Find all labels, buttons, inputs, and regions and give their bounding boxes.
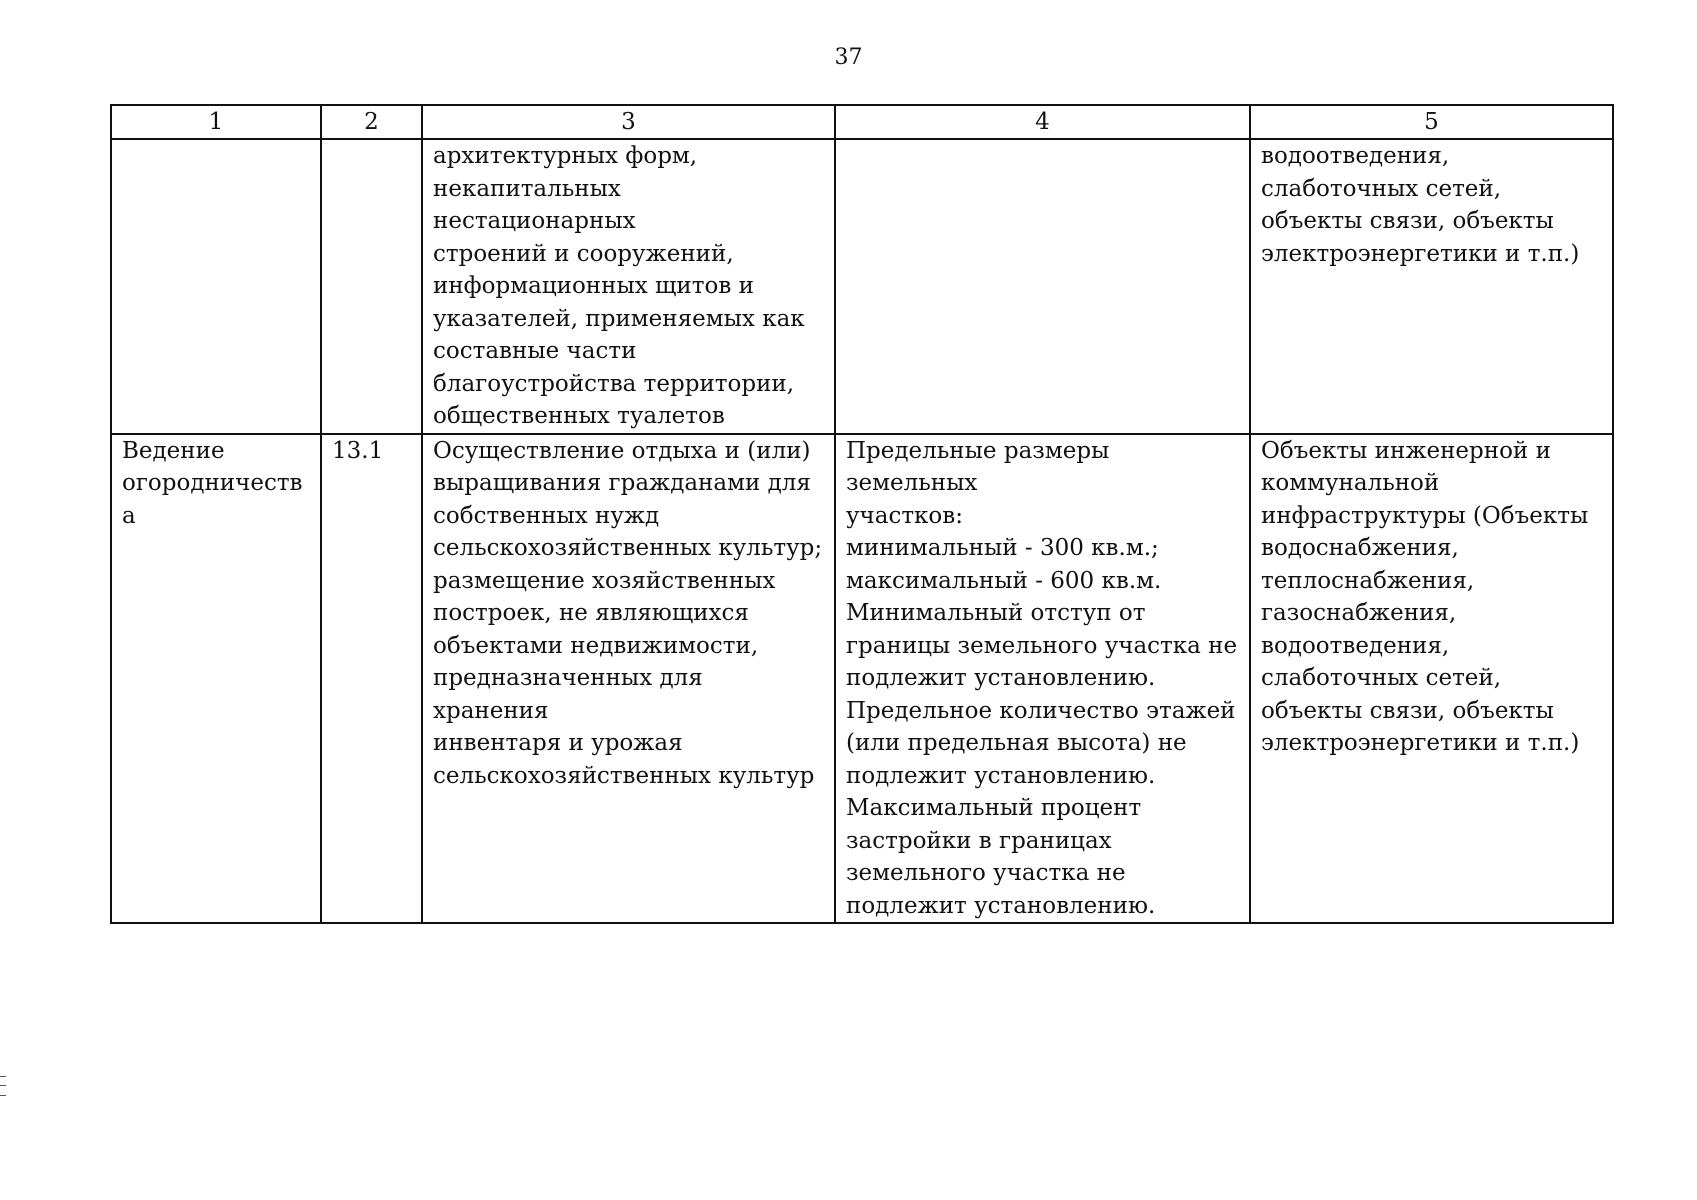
- header-col-5: 5: [1250, 105, 1613, 139]
- margin-mark: [0, 1076, 6, 1096]
- header-col-4: 4: [835, 105, 1250, 139]
- cell-code: [321, 139, 422, 434]
- table-header-row: [111, 105, 1613, 139]
- regulations-table: [110, 104, 1614, 924]
- header-col-3: 3: [422, 105, 835, 139]
- table-row: [111, 434, 1613, 924]
- cell-use-type: [111, 139, 321, 434]
- cell-infrastructure: Объекты инженерной и коммунальной инфраструктуры (Объекты водоснабжения, теплоснабжения, газоснабжения, водоотведения, слаботочных сетей, объекты связи, объекты электроэнергетики и т.п.): [1250, 434, 1613, 924]
- cell-parameters: Предельные размеры земельных участков: минимальный - 300 кв.м.; максимальный - 600 кв.м. Минимальный отступ от границы земельного участка не подлежит установлению. Предельное количество этажей (или предельная высота) не подлежит установлению. Максимальный процент застройки в границах земельного участка не подлежит установлению.: [835, 434, 1250, 924]
- header-col-2: 2: [321, 105, 422, 139]
- cell-code: 13.1: [321, 434, 422, 924]
- cell-use-type: Ведение огородничеств а: [111, 434, 321, 924]
- cell-parameters: [835, 139, 1250, 434]
- table-row: [111, 139, 1613, 434]
- cell-description: архитектурных форм, некапитальных нестационарных строений и сооружений, информационных щитов и указателей, применяемых как составные части благоустройства территории, общественных туалетов: [422, 139, 835, 434]
- header-col-1: 1: [111, 105, 321, 139]
- page-number: 37: [834, 45, 863, 70]
- cell-description: Осуществление отдыха и (или) выращивания гражданами для собственных нужд сельскохозяйственных культур; размещение хозяйственных построек, не являющихся объектами недвижимости, предназначенных для хранения инвентаря и урожая сельскохозяйственных культур: [422, 434, 835, 924]
- cell-infrastructure: водоотведения, слаботочных сетей, объекты связи, объекты электроэнергетики и т.п.): [1250, 139, 1613, 434]
